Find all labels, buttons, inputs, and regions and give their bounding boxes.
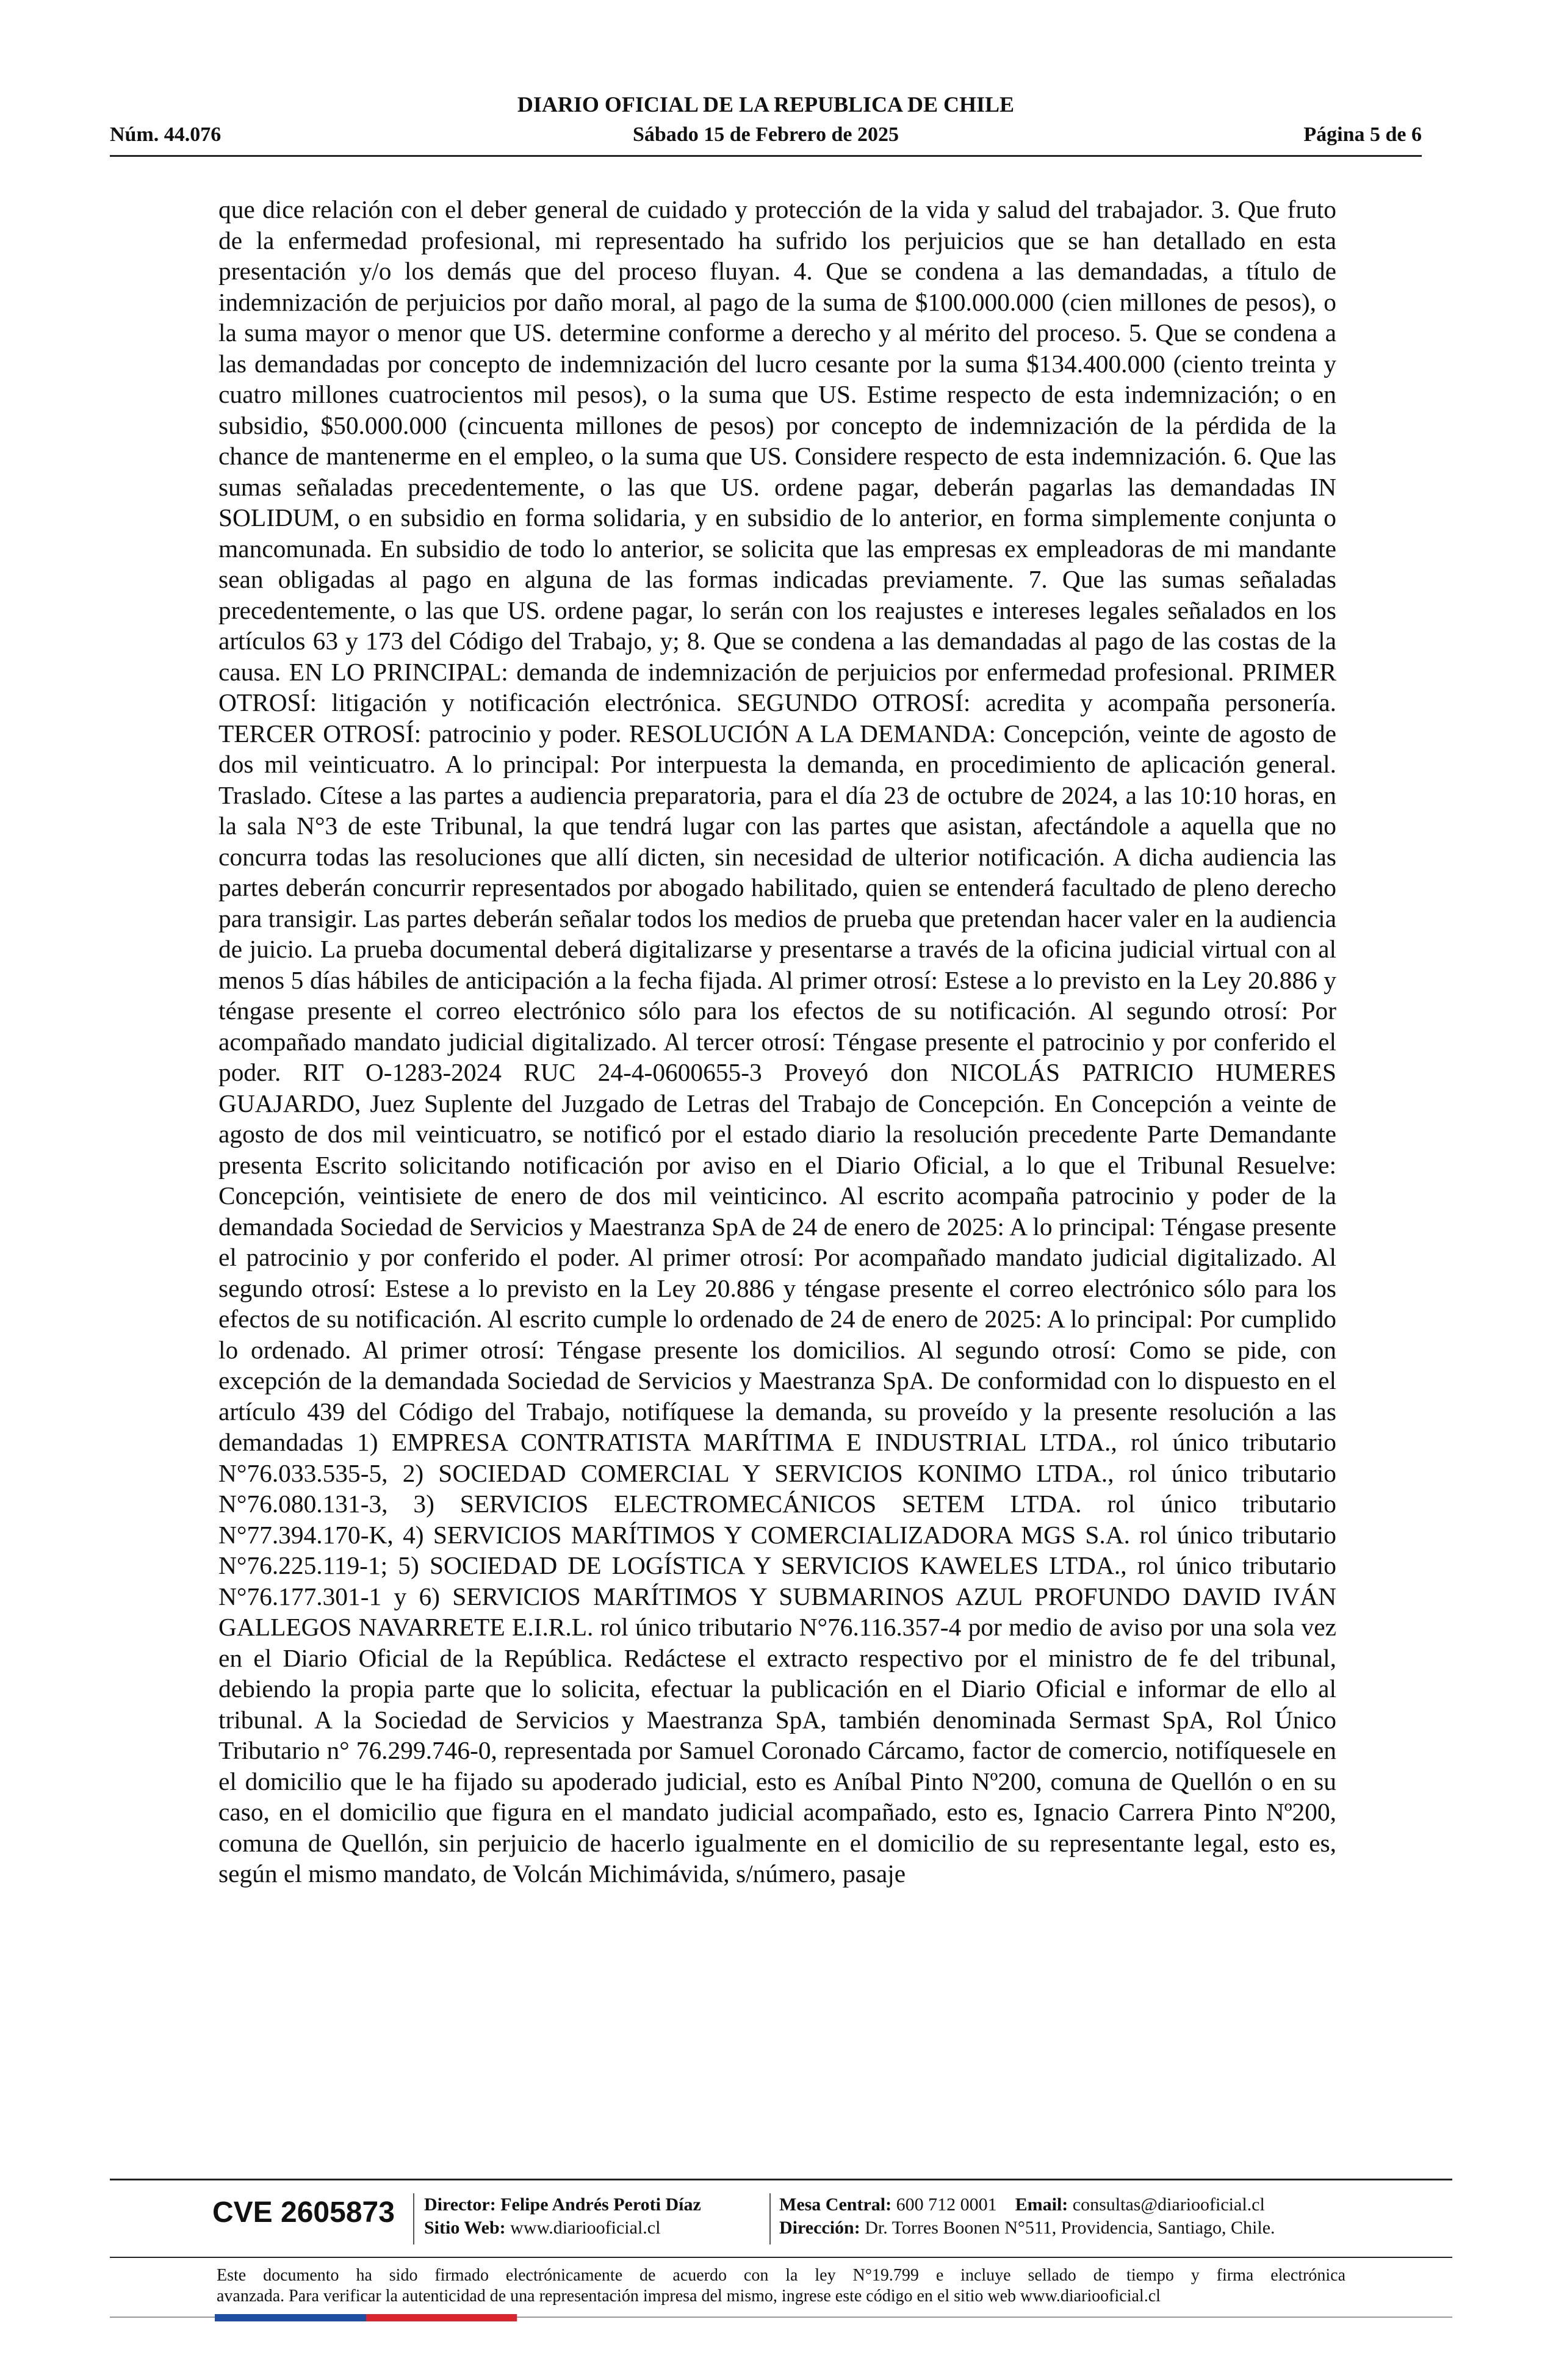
director-name: Felipe Andrés Peroti Díaz (500, 2194, 701, 2215)
footer-contact-block (779, 2193, 1275, 2240)
publication-date: Sábado 15 de Febrero de 2025 (632, 123, 899, 146)
email-label: Email: (1015, 2194, 1068, 2215)
director-label: Director: (424, 2194, 496, 2215)
phone-number: 600 712 0001 (896, 2194, 997, 2215)
notice-body: que dice relación con el deber general de cuidado y protección de la vida y salud del trabajador. 3. Que fruto de la enfermedad profesional, mi representado ha sufrido los perjuicios que se han detallado en esta presentación y/o los demás que del proceso fluyan. 4. Que se condena a las demandadas, a título de indemnización de perjuicios por daño moral, al pago de la suma de $100.000.000 (cien millones de pesos), o la suma mayor o menor que US. determine conforme a derecho y al mérito del proceso. 5. Que se condena a las demandadas por concepto de indemnización del lucro cesante por la suma $134.400.000 (ciento treinta y cuatro millones cuatrocientos mil pesos), o la suma que US. Estime respecto de esta indemnización; o en subsidio, $50.000.000 (cincuenta millones de pesos) por concepto de indemnización de la pérdida de la chance de mantenerme en el empleo, o la suma que US. Considere respecto de esta indemnización. 6. Que las sumas señaladas precedentemente, o las que US. ordene pagar, deberán pagarlas las demandadas IN SOLIDUM, o en subsidio en forma solidaria, y en subsidio de lo anterior, en forma simplemente conjunta o mancomunada. En subsidio de todo lo anterior, se solicita que las empresas ex empleadoras de mi mandante sean obligadas al pago en alguna de las formas indicadas previamente. 7. Que las sumas señaladas precedentemente, o las que US. ordene pagar, lo serán con los reajustes e intereses legales señalados en los artículos 63 y 173 del Código del Trabajo, y; 8. Que se condena a las demandadas al pago de las costas de la causa. EN LO PRINCIPAL: demanda de indemnización de perjuicios por enfermedad profesional. PRIMER OTROSÍ: litigación y notificación electrónica. SEGUNDO OTROSÍ: acredita y acompaña personería. TERCER OTROSÍ: patrocinio y poder. RESOLUCIÓN A LA DEMANDA: Concepción, veinte de agosto de dos mil veinticuatro. A lo principal: Por interpuesta la demanda, en procedimiento de aplicación general. Traslado. Cítese a las partes a audiencia preparatoria, para el día 23 de octubre de 2024, a las 10:10 horas, en la sala N°3 de este Tribunal, la que tendrá lugar con las partes que asistan, afectándole a aquella que no concurra todas las resoluciones que allí dicten, sin necesidad de ulterior notificación. A dicha audiencia las partes deberán concurrir representados por abogado habilitado, quien se entenderá facultado de pleno derecho para transigir. Las partes deberán señalar todos los medios de prueba que pretendan hacer valer en la audiencia de juicio. La prueba documental deberá digitalizarse y presentarse a través de la oficina judicial virtual con al menos 5 días hábiles de anticipación a la fecha fijada. Al primer otrosí: Estese a lo previsto en la Ley 20.886 y téngase presente el correo electrónico sólo para los efectos de su notificación. Al segundo otrosí: Por acompañado mandato judicial digitalizado. Al tercer otrosí: Téngase presente el patrocinio y por conferido el poder. RIT O-1283-2024 RUC 24-4-0600655-3 Proveyó don NICOLÁS PATRICIO HUMERES GUAJARDO, Juez Suplente del Juzgado de Letras del Trabajo de Concepción. En Concepción a veinte de agosto de dos mil veinticuatro, se notificó por el estado diario la resolución precedente Parte Demandante presenta Escrito solicitando notificación por aviso en el Diario Oficial, a lo que el Tribunal Resuelve: Concepción, veintisiete de enero de dos mil veinticinco. Al escrito acompaña patrocinio y poder de la demandada Sociedad de Servicios y Maestranza SpA de 24 de enero de 2025: A lo principal: Téngase presente el patrocinio y por conferido el poder. Al primer otrosí: Por acompañado mandato judicial digitalizado. Al segundo otrosí: Estese a lo previsto en la Ley 20.886 y téngase presente el correo electrónico sólo para los efectos de su notificación. Al escrito cumple lo ordenado de 24 de enero de 2025: A lo principal: Por cumplido lo ordenado. Al primer otrosí: Téngase presente los domicilios. Al segundo otrosí: Como se pide, con excepción de la demandada Sociedad de Servicios y Maestranza SpA. De conformidad con lo dispuesto en el artículo 439 del Código del Trabajo, notifíquese la demanda, su proveído y la presente resolución a las demandadas 1) EMPRESA CONTRATISTA MARÍTIMA E INDUSTRIAL LTDA., rol único tributario N°76.033.535-5, 2) SOCIEDAD COMERCIAL Y SERVICIOS KONIMO LTDA., rol único tributario N°76.080.131-3, 3) SERVICIOS ELECTROMECÁNICOS SETEM LTDA. rol único tributario N°77.394.170-K, 4) SERVICIOS MARÍTIMOS Y COMERCIALIZADORA MGS S.A. rol único tributario N°76.225.119-1; 5) SOCIEDAD DE LOGÍSTICA Y SERVICIOS KAWELES LTDA., rol único tributario N°76.177.301-1 y 6) SERVICIOS MARÍTIMOS Y SUBMARINOS AZUL PROFUNDO DAVID IVÁN GALLEGOS NAVARRETE E.I.R.L. rol único tributario N°76.116.357-4 por medio de aviso por una sola vez en el Diario Oficial de la República. Redáctese el extracto respectivo por el ministro de fe del tribunal, debiendo la propia parte que lo solicita, efectuar la publicación en el Diario Oficial e informar de ello al tribunal. A la Sociedad de Servicios y Maestranza SpA, también denominada Sermast SpA, Rol Único Tributario n° 76.299.746-0, representada por Samuel Coronado Cárcamo, factor de comercio, notifíquesele en el domicilio que le ha fijado su apoderado judicial, esto es Aníbal Pinto Nº200, comuna de Quellón o en su caso, en el domicilio que figura en el mandato judicial acompañado, esto es, Ignacio Carrera Pinto Nº200, comuna de Quellón, sin perjuicio de hacerlo igualmente en el domicilio de su representante legal, esto es, según el mismo mandato, de Volcán Michimávida, s/número, pasaje (218, 195, 1336, 1888)
footer-director-block (424, 2193, 701, 2240)
flag-color-bar (215, 2314, 517, 2321)
flag-blue-segment (215, 2314, 366, 2321)
flag-red-segment (366, 2314, 517, 2321)
page-number: Página 5 de 6 (1303, 123, 1422, 146)
email-link[interactable]: consultas@diariooficial.cl (1072, 2194, 1265, 2215)
footer-separator (413, 2193, 414, 2245)
page-footer (110, 2179, 1452, 2362)
signature-note-line1: Este documento ha sido firmado electrónicamente de acuerdo con la ley N°19.799 e incluye sellado de tiempo y firma electrónica (217, 2266, 1345, 2285)
footer-top-divider (110, 2179, 1452, 2180)
website-link[interactable]: www.diariooficial.cl (510, 2218, 661, 2238)
footer-separator (769, 2193, 771, 2245)
address-label: Dirección: (779, 2218, 860, 2238)
issue-number: Núm. 44.076 (110, 123, 222, 146)
phone-label: Mesa Central: (779, 2194, 892, 2215)
publication-title: DIARIO OFICIAL DE LA REPUBLICA DE CHILE (517, 92, 1015, 117)
header-divider (110, 155, 1422, 157)
page-header (110, 92, 1422, 159)
cve-code: CVE 2605873 (212, 2196, 395, 2229)
address-value: Dr. Torres Boonen N°511, Providencia, Santiago, Chile. (865, 2218, 1275, 2238)
website-label: Sitio Web: (424, 2218, 506, 2238)
footer-divider (110, 2257, 1452, 2258)
signature-note-line2: avanzada. Para verificar la autenticidad de una representación impresa del mismo, ingrese este código en el sitio web www.diariooficial.cl (217, 2287, 1161, 2306)
